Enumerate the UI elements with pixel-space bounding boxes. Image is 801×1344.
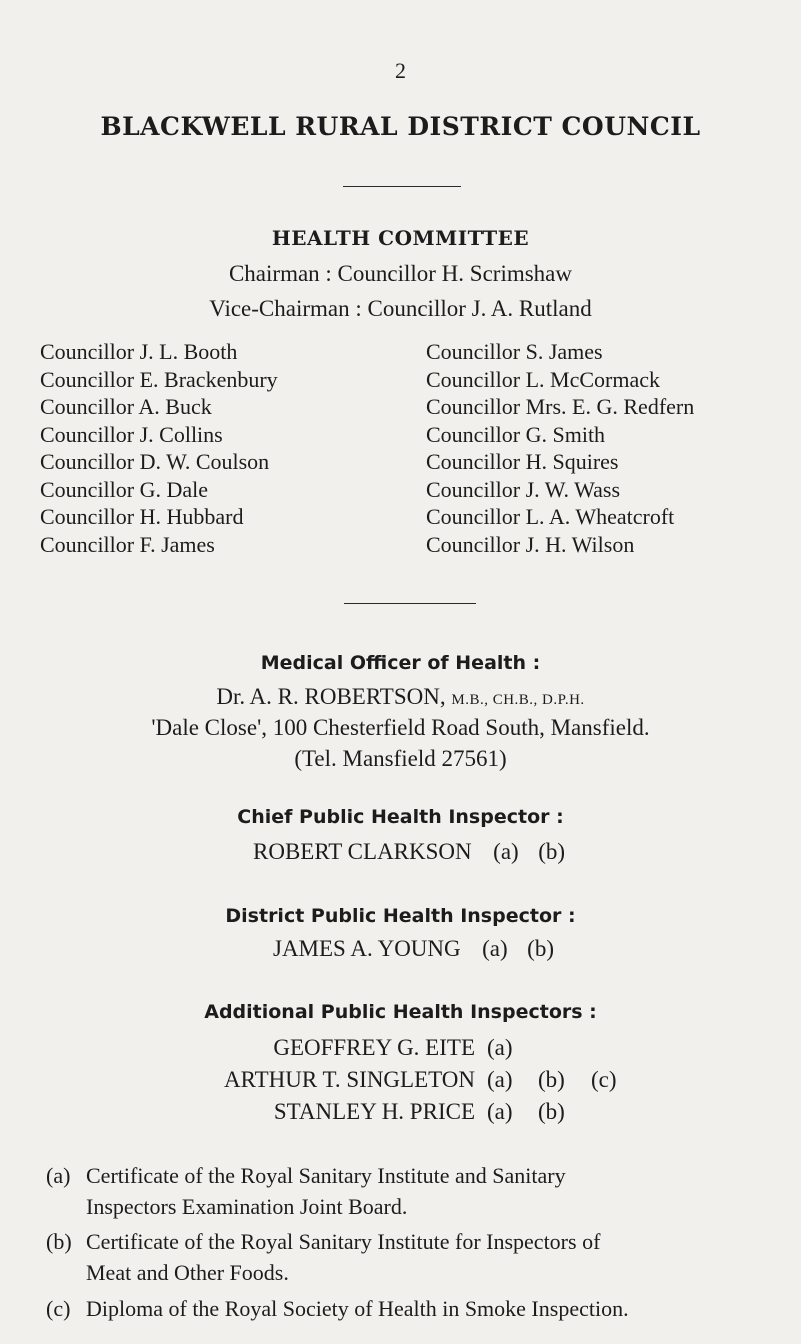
footnote-text-line: Certificate of the Royal Sanitary Institute for Inspectors of <box>86 1229 601 1254</box>
footnote-text-line: Meat and Other Foods. <box>86 1260 289 1285</box>
members-right-column <box>426 338 694 558</box>
member-item: Councillor G. Smith <box>426 421 606 447</box>
committee-heading: HEALTH COMMITTEE <box>271 226 530 250</box>
footnote-text-line: Diploma of the Royal Society of Health in Smoke Inspection. <box>86 1296 629 1321</box>
qualification-mark: (b) <box>538 839 566 864</box>
member-item: Councillor G. Dale <box>40 476 209 502</box>
footnote-mark: (c) <box>46 1296 71 1321</box>
chief-inspector-row <box>253 839 565 865</box>
footnote-a <box>46 1160 786 1222</box>
district-inspector-heading: District Public Health Inspector : <box>225 905 576 927</box>
qualification-mark: (a) <box>487 1099 513 1124</box>
additional-inspectors-heading: Additional Public Health Inspectors : <box>204 1001 597 1023</box>
footnote-c <box>46 1293 796 1324</box>
member-item: Councillor J. Collins <box>40 421 223 447</box>
member-item: Councillor H. Hubbard <box>40 504 244 529</box>
medical-officer-telephone: (Tel. Mansfield 27561) <box>294 746 507 771</box>
footnote-mark: (b) <box>46 1229 72 1254</box>
divider-rule <box>344 603 476 604</box>
member-item: Councillor J. W. Wass <box>426 476 621 502</box>
qualification-mark: (b) <box>527 936 554 961</box>
member-item: Councillor H. Squires <box>426 449 619 474</box>
member-item: Councillor S. James <box>426 339 603 364</box>
divider-rule <box>343 186 461 187</box>
chairman-line: Chairman : Councillor H. Scrimshaw <box>228 261 573 286</box>
qualification-mark: (a) <box>487 1035 513 1060</box>
vice-chairman-line: Vice-Chairman : Councillor J. A. Rutland <box>209 296 592 321</box>
member-item: Councillor F. James <box>40 531 215 557</box>
medical-officer-name: Dr. A. R. ROBERTSON, <box>216 684 446 709</box>
member-item: Councillor J. H. Wilson <box>426 531 635 557</box>
page-number: 2 <box>395 58 406 83</box>
qualification-mark: (c) <box>591 1067 617 1092</box>
qualification-mark: (b) <box>538 1099 565 1124</box>
qualification-mark: (b) <box>538 1067 565 1092</box>
chief-inspector-heading: Chief Public Health Inspector : <box>237 806 564 828</box>
member-item: Councillor A. Buck <box>40 394 212 419</box>
member-item: Councillor L. A. Wheatcroft <box>426 504 675 529</box>
member-item: Councillor E. Brackenbury <box>40 366 278 392</box>
medical-officer-name-line <box>0 684 801 710</box>
district-inspector-name: JAMES A. YOUNG <box>273 936 461 961</box>
footnote-b <box>46 1226 786 1288</box>
footnote-text-line: Inspectors Examination Joint Board. <box>86 1194 408 1219</box>
medical-officer-heading: Medical Officer of Health : <box>260 652 541 674</box>
additional-inspector-name: ARTHUR T. SINGLETON <box>224 1067 475 1092</box>
member-item: Councillor D. W. Coulson <box>40 449 270 474</box>
members-left-column <box>40 338 278 558</box>
district-inspector-row <box>273 936 554 962</box>
qualification-mark: (a) <box>487 1067 513 1092</box>
document-title: BLACKWELL RURAL DISTRICT COUNCIL <box>100 112 701 141</box>
medical-officer-address: 'Dale Close', 100 Chesterfield Road South, Mansfield. <box>151 715 650 740</box>
footnote-text-line: Certificate of the Royal Sanitary Institute and Sanitary <box>86 1163 566 1188</box>
member-item: Councillor L. McCormack <box>426 366 661 392</box>
member-item: Councillor J. L. Booth <box>40 339 238 364</box>
qualification-mark: (a) <box>482 936 508 961</box>
qualification-mark: (a) <box>493 839 519 864</box>
additional-inspector-name: GEOFFREY G. EITE <box>273 1035 475 1060</box>
medical-officer-qualifications: M.B., CH.B., D.P.H. <box>451 692 585 708</box>
additional-inspector-name: STANLEY H. PRICE <box>273 1099 475 1124</box>
chief-inspector-name: ROBERT CLARKSON <box>253 839 472 864</box>
member-item: Councillor Mrs. E. G. Redfern <box>426 394 695 419</box>
footnote-mark: (a) <box>46 1163 71 1188</box>
